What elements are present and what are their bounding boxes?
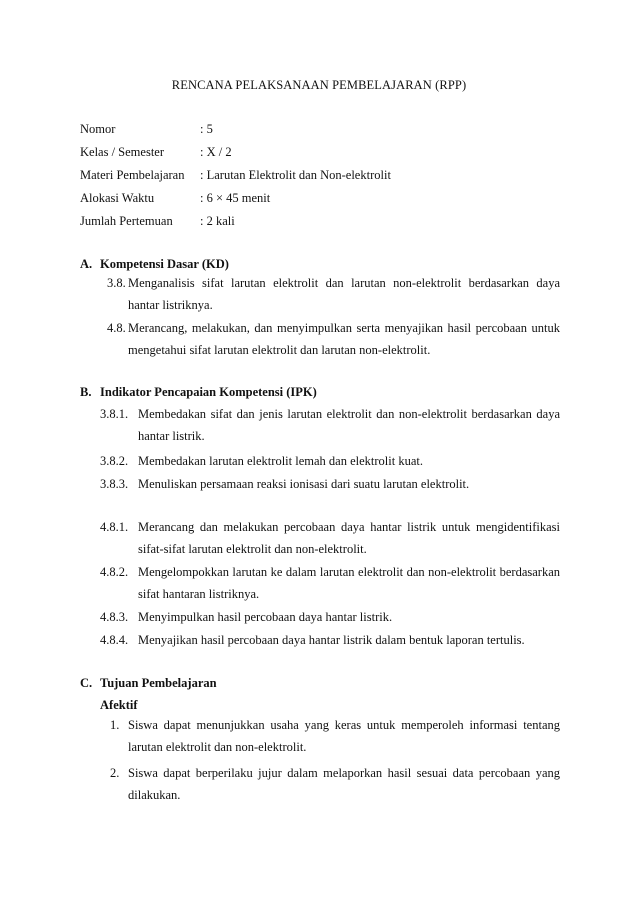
ipk-text: Menuliskan persamaan reaksi ionisasi dari suatu larutan elektrolit. xyxy=(138,477,470,491)
section-letter: A. xyxy=(80,257,93,271)
ipk-number: 4.8.2. xyxy=(100,565,129,579)
section-a-heading xyxy=(80,257,229,272)
ipk-item xyxy=(100,516,560,560)
ipk-number: 3.8.2. xyxy=(100,454,129,468)
document-title: RENCANA PELAKSANAAN PEMBELAJARAN (RPP) xyxy=(171,78,467,92)
tujuan-item xyxy=(110,762,560,806)
tujuan-text: Siswa dapat menunjukkan usaha yang keras untuk memperoleh informasi tentang larutan elektrolit dan non-elektrolit. xyxy=(128,718,560,754)
ipk-item xyxy=(100,606,560,628)
info-label: Jumlah Pertemuan xyxy=(80,214,173,228)
ipk-text: Merancang dan melakukan percobaan daya hantar listrik untuk mengidentifikasi sifat-sifat larutan elektrolit dan non-elektrolit. xyxy=(138,520,560,556)
tujuan-number: 2. xyxy=(110,766,120,780)
section-title: Indikator Pencapaian Kompetensi (IPK) xyxy=(100,385,317,399)
kd-item xyxy=(107,317,560,361)
ipk-number: 3.8.3. xyxy=(100,477,129,491)
info-label: Materi Pembelajaran xyxy=(80,168,185,182)
ipk-number: 4.8.3. xyxy=(100,610,129,624)
kd-text: Merancang, melakukan, dan menyimpulkan serta menyajikan hasil percobaan untuk mengetahui sifat larutan elektrolit dan larutan non-elektrolit. xyxy=(128,321,560,357)
section-b-heading xyxy=(80,385,317,400)
info-value: : X / 2 xyxy=(200,145,232,159)
ipk-text: Membedakan sifat dan jenis larutan elektrolit dan non-elektrolit berdasarkan daya hantar listrik. xyxy=(138,407,560,443)
kd-text: Menganalisis sifat larutan elektrolit dan larutan non-elektrolit berdasarkan daya hantar listriknya. xyxy=(128,276,560,312)
section-title: Tujuan Pembelajaran xyxy=(100,676,217,690)
info-value: : 6 × 45 menit xyxy=(200,191,271,205)
info-label: Alokasi Waktu xyxy=(80,191,155,205)
ipk-item xyxy=(100,450,560,472)
ipk-item xyxy=(100,561,560,605)
ipk-item xyxy=(100,629,560,651)
kd-item xyxy=(107,272,560,316)
info-value: : 2 kali xyxy=(200,214,235,228)
tujuan-number: 1. xyxy=(110,718,120,732)
info-value: : Larutan Elektrolit dan Non-elektrolit xyxy=(200,168,391,182)
section-title: Kompetensi Dasar (KD) xyxy=(100,257,229,271)
ipk-text: Menyajikan hasil percobaan daya hantar listrik dalam bentuk laporan tertulis. xyxy=(138,633,525,647)
afektif-subheading: Afektif xyxy=(100,698,138,712)
ipk-item xyxy=(100,473,560,495)
kd-number: 3.8. xyxy=(107,276,126,290)
section-letter: B. xyxy=(80,385,92,399)
tujuan-text: Siswa dapat berperilaku jujur dalam melaporkan hasil sesuai data percobaan yang dilakukan. xyxy=(128,766,560,802)
info-label: Nomor xyxy=(80,122,116,136)
info-label: Kelas / Semester xyxy=(80,145,165,159)
kd-number: 4.8. xyxy=(107,321,126,335)
ipk-item xyxy=(100,403,560,447)
ipk-text: Mengelompokkan larutan ke dalam larutan elektrolit dan non-elektrolit berdasarkan sifat hantaran listriknya. xyxy=(138,565,560,601)
ipk-text: Menyimpulkan hasil percobaan daya hantar listrik. xyxy=(138,610,393,624)
ipk-number: 3.8.1. xyxy=(100,407,129,421)
ipk-number: 4.8.1. xyxy=(100,520,129,534)
ipk-number: 4.8.4. xyxy=(100,633,129,647)
info-value: : 5 xyxy=(200,122,213,136)
ipk-text: Membedakan larutan elektrolit lemah dan elektrolit kuat. xyxy=(138,454,423,468)
section-c-heading xyxy=(80,676,217,691)
section-letter: C. xyxy=(80,676,93,690)
tujuan-item xyxy=(110,714,560,758)
